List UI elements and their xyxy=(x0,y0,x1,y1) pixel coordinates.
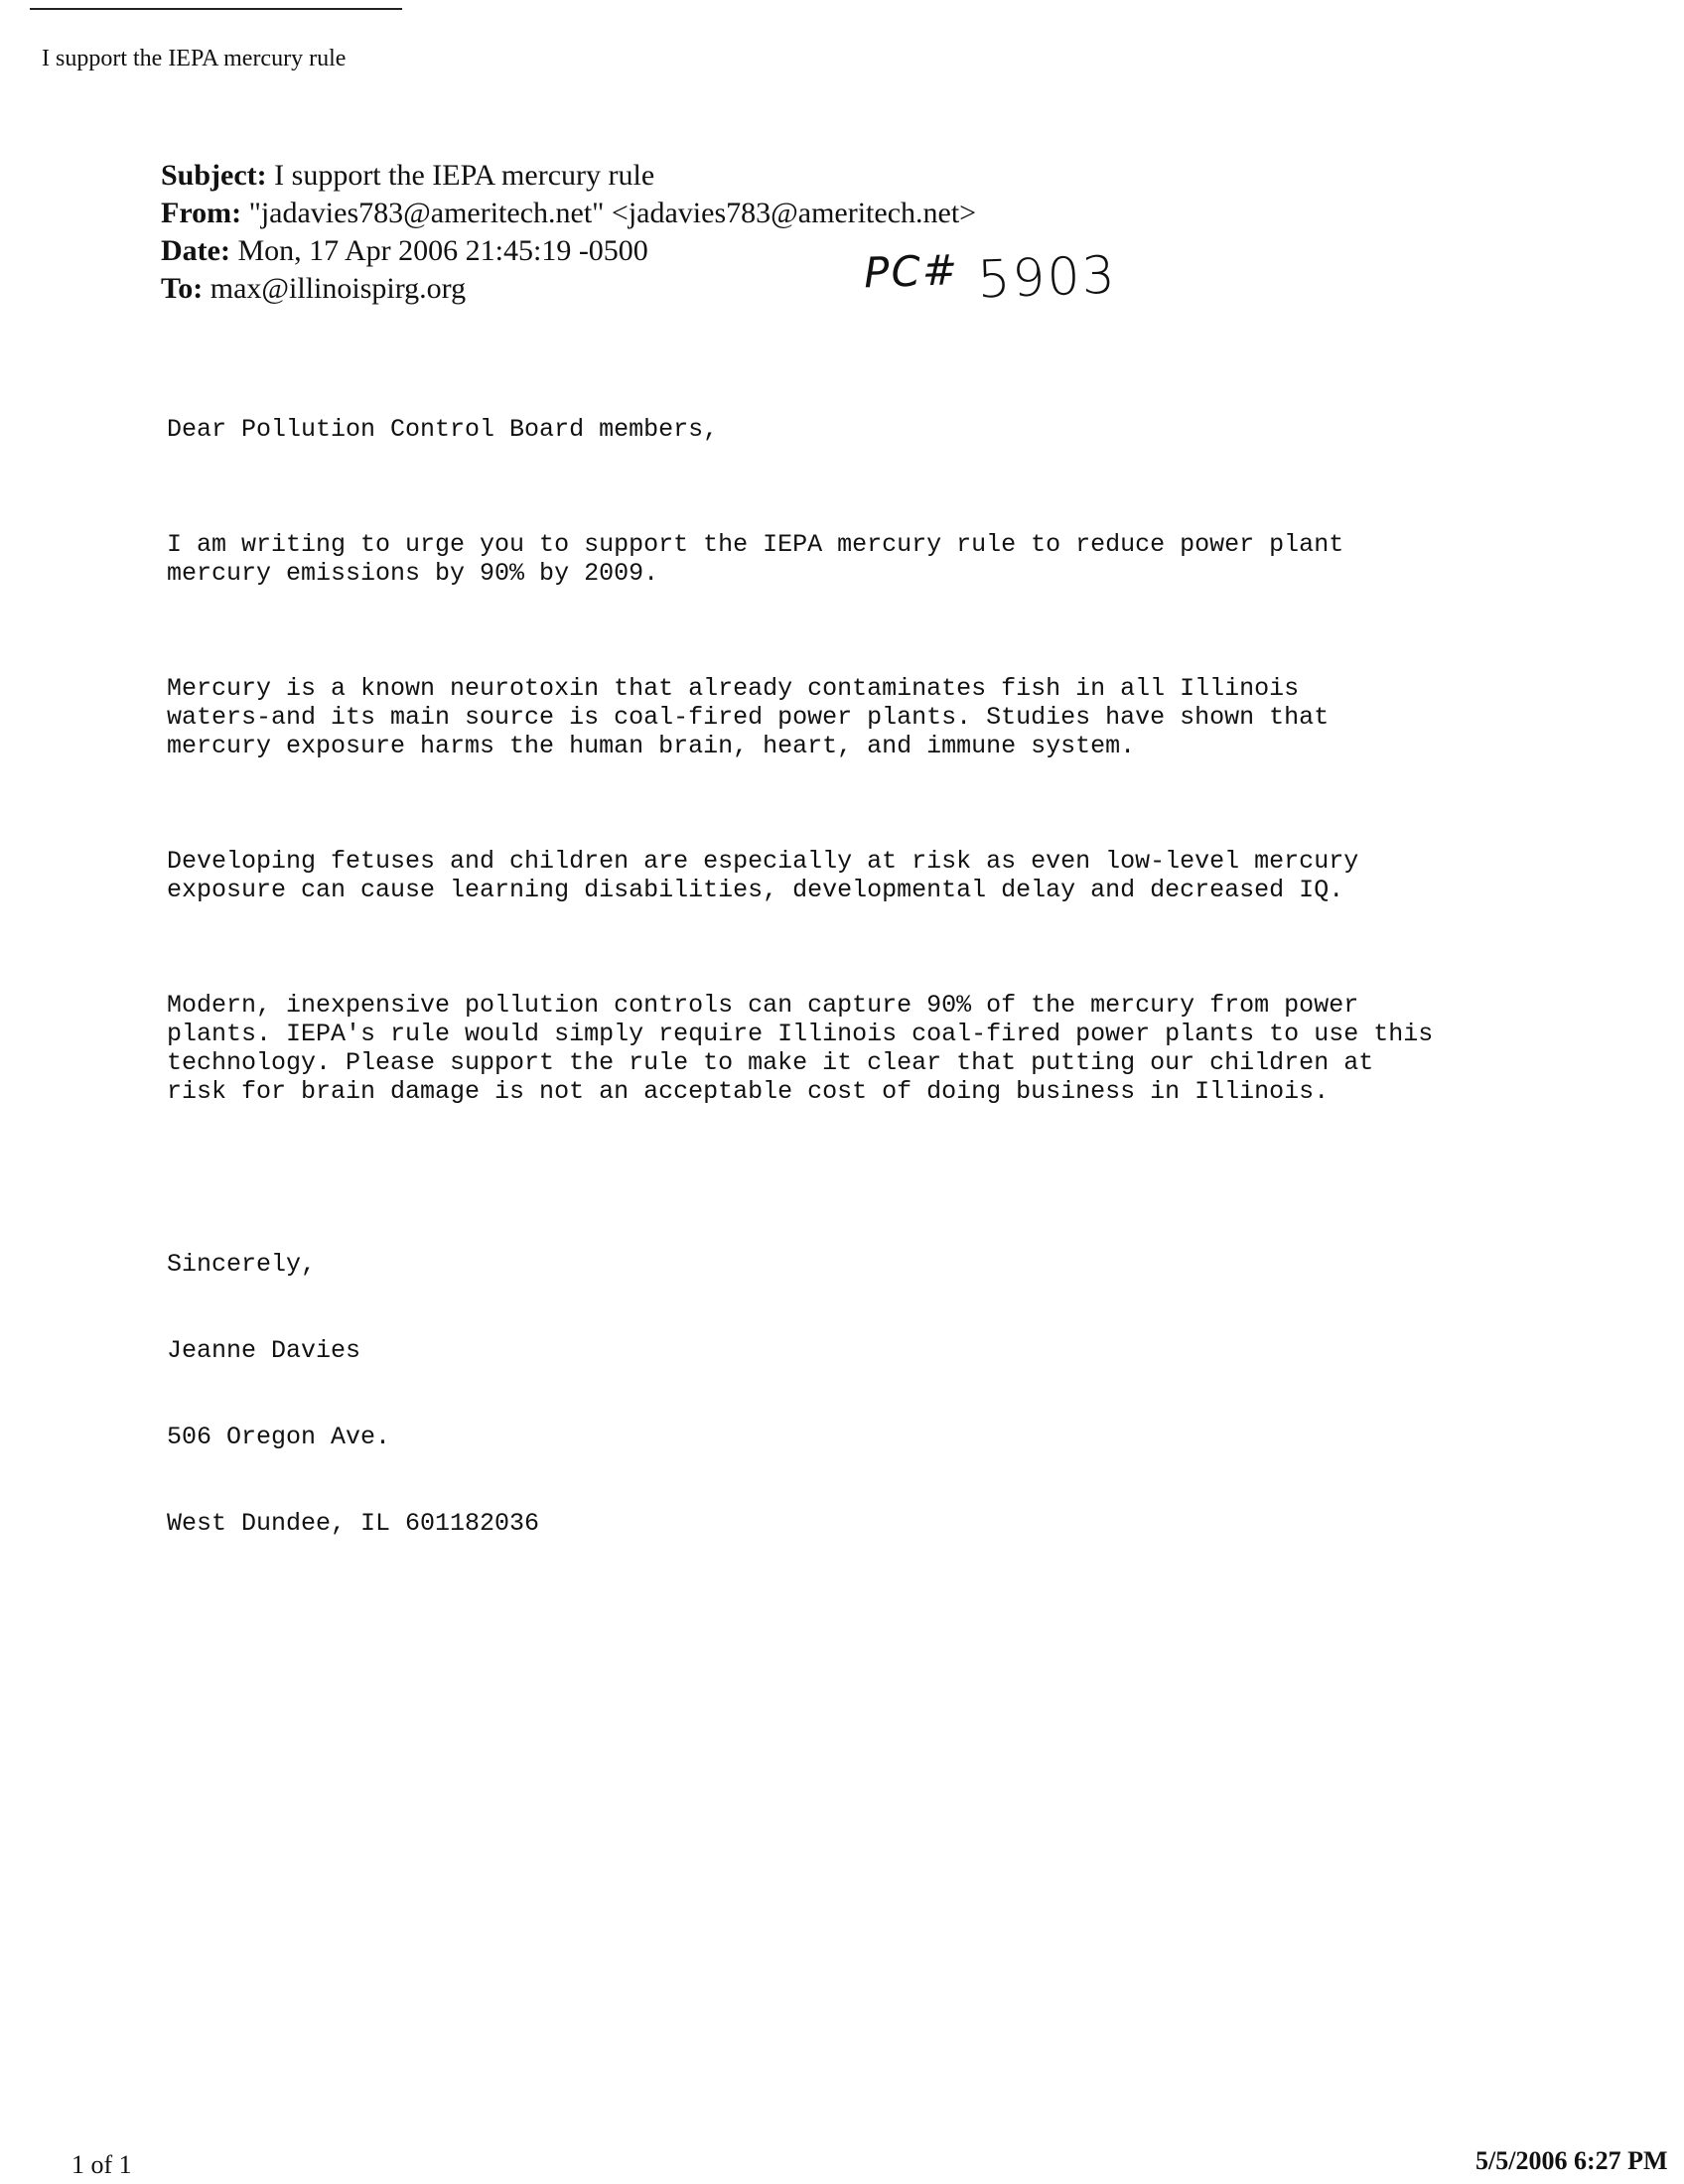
stamp-prefix: PC# xyxy=(863,245,960,298)
to-label: To: xyxy=(161,272,204,305)
body-paragraph: Mercury is a known neurotoxin that already contaminates fish in all Illinois waters-and its main source is coal-fired power plants. Studies have shown that mercury exposure harms the human brain, heart, and immune system. xyxy=(167,674,1330,760)
stamp-number: 5903 xyxy=(976,245,1118,311)
body-paragraph: Developing fetuses and children are especially at risk as even low-level mercury exposure can cause learning disabilities, developmental delay and decreased IQ. xyxy=(167,847,1359,904)
email-headers xyxy=(161,157,976,308)
body-paragraph: Modern, inexpensive pollution controls can capture 90% of the mercury from power plants. IEPA's rule would simply require Illinois coal-fired power plants to use this technology. Please support the rule to make it clear that putting our children at risk for brain damage is not an acceptable cost of doing business in Illinois. xyxy=(167,991,1434,1106)
from-label: From: xyxy=(161,197,242,229)
signature-block xyxy=(167,1192,1656,1595)
top-rule xyxy=(30,8,402,10)
date-value: Mon, 17 Apr 2006 21:45:19 -0500 xyxy=(237,234,648,267)
subject-value: I support the IEPA mercury rule xyxy=(274,159,655,192)
to-row xyxy=(161,270,976,308)
address-line-1: 506 Oregon Ave. xyxy=(167,1423,391,1451)
print-timestamp: 5/5/2006 6:27 PM xyxy=(1475,2146,1668,2175)
date-label: Date: xyxy=(161,234,230,267)
address-line-2: West Dundee, IL 601182036 xyxy=(167,1509,540,1538)
to-value: max@illinoispirg.org xyxy=(210,272,467,305)
subject-label: Subject: xyxy=(161,159,267,192)
body-paragraph: I am writing to urge you to support the IEPA mercury rule to reduce power plant mercury emissions by 90% by 2009. xyxy=(167,530,1344,588)
date-row xyxy=(161,232,976,270)
salutation: Dear Pollution Control Board members, xyxy=(167,415,719,444)
page-count: 1 of 1 xyxy=(71,2150,132,2179)
print-header-title: I support the IEPA mercury rule xyxy=(42,46,347,71)
subject-row xyxy=(161,157,976,195)
handwritten-pc-stamp xyxy=(863,232,1118,311)
email-body xyxy=(167,357,1656,1624)
from-value: "jadavies783@ameritech.net" <jadavies783@ameritech.net> xyxy=(248,197,977,229)
from-row xyxy=(161,195,976,232)
signer-name: Jeanne Davies xyxy=(167,1336,361,1365)
closing: Sincerely, xyxy=(167,1250,317,1279)
